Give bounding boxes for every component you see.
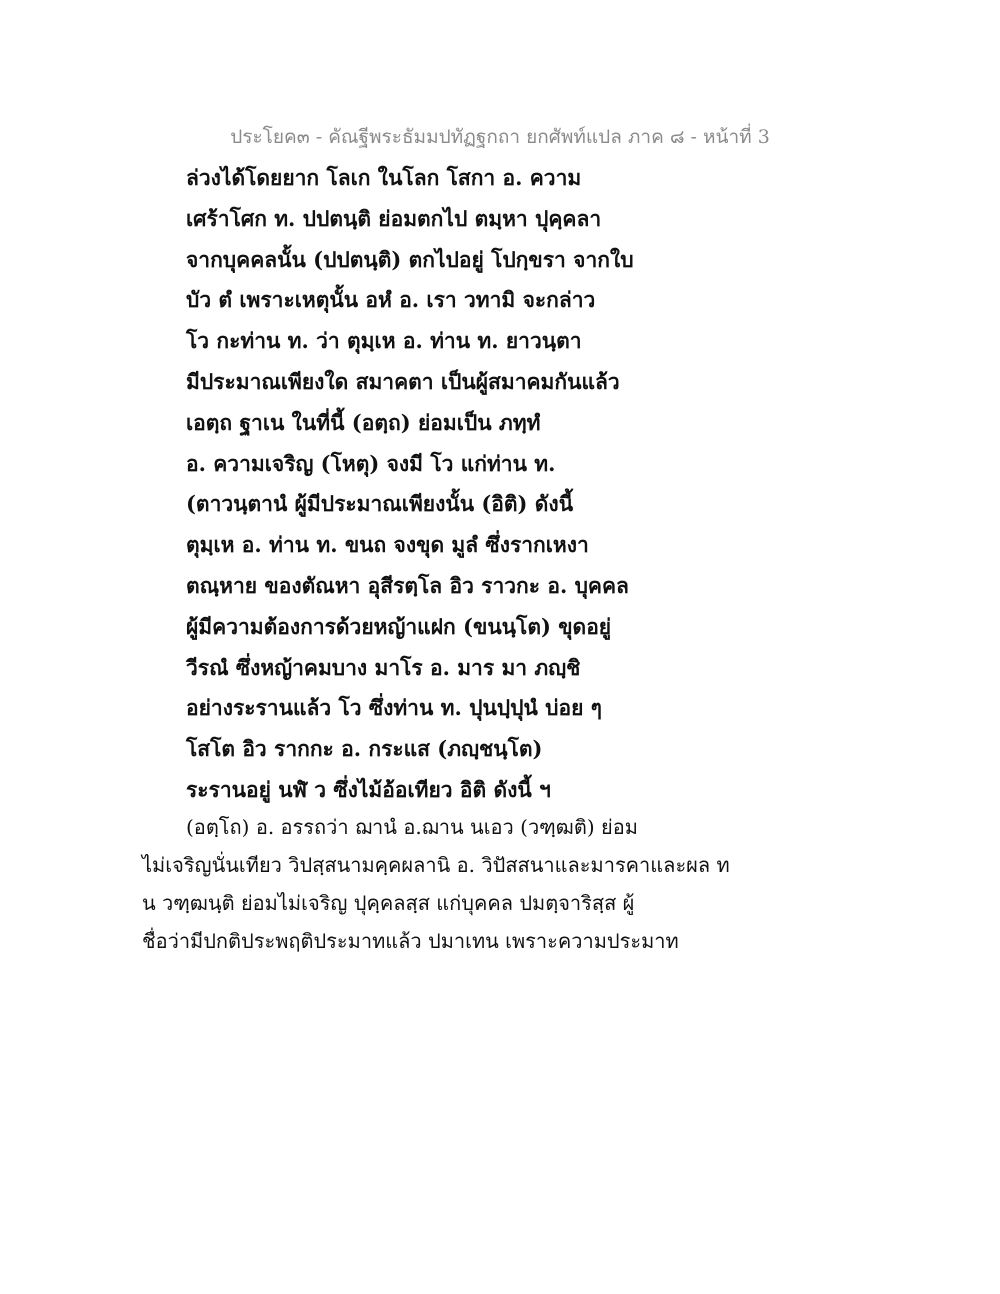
verse-line: เศร้าโศก ท. ปปตนฺติ ย่อมตกไป ตมฺหา ปุคฺคลา [186,205,602,231]
verse-line: (ตาวนฺตานํ ผู้มีประมาณเพียงนั้น (อิติ) ดังนี้ [186,491,574,517]
verse-line: ระรานอยู่ นฬํ ว ซึ่งไม้อ้อเทียว อิติ ดังนี้ ฯ [186,776,551,802]
verse-line: โว กะท่าน ท. ว่า ตุมฺเห อ. ท่าน ท. ยาวนฺตา [186,328,582,354]
commentary-block [142,808,742,960]
verse-line: จากบุคคลนั้น (ปปตนฺติ) ตกไปอยู่ โปกฺขรา จากใบ [186,246,634,272]
verse-line: โสโต อิว รากกะ อ. กระแส (ภญฺชนฺโต) [186,736,543,762]
running-header: ประโยค๓ - คัณฐีพระธัมมปทัฏฐกถา ยกศัพท์แปล ภาค ๘ - หน้าที่ 3 [230,126,770,148]
verse-line: อ. ความเจริญ (โหตุ) จงมี โว แก่ท่าน ท. [186,450,556,476]
verse-line: อย่างระรานแล้ว โว ซึ่งท่าน ท. ปุนปฺปุนํ บ่อย ๆ [186,695,602,721]
verse-line: วีรณํ ซึ่งหญ้าคมบาง มาโร อ. มาร มา ภญฺชิ [186,654,581,680]
verse-line: ตุมฺเห อ. ท่าน ท. ขนถ จงขุด มูลํ ซึ่งรากเหงา [186,532,589,558]
commentary-line: ไม่เจริญนั่นเทียว วิปสฺสนามคฺคผลานิ อ. วิปัสสนาและมารคาและผล ท [142,853,730,877]
verse-line: ตณฺหาย ของตัณหา อุสีรตฺโล อิว ราวกะ อ. บุคคล [186,572,629,598]
commentary-line: (อตฺโถ) อ. อรรถว่า ฌานํ อ.ฌาน นเอว (วฑฺฒติ) ย่อม [186,815,638,839]
verse-line: เอตฺถ ฐาเน ในที่นี้ (อตฺถ) ย่อมเป็น ภทฺทํ [186,409,541,435]
verse-line: ล่วงได้โดยยาก โลเก ในโลก โสกา อ. ความ [186,165,582,190]
commentary-line: น วฑฺฒนฺติ ย่อมไม่เจริญ ปุคฺคลสฺส แก่บุคคล ปมตฺจาริสฺส ผู้ [142,891,635,915]
commentary-line: ชื่อว่ามีปกติประพฤติประมาทแล้ว ปมาเทน เพราะความประมาท [142,929,679,953]
verse-block [186,158,746,811]
verse-line: ผู้มีความต้องการด้วยหญ้าแฝก (ขนนฺโต) ขุดอยู่ [186,613,612,639]
verse-line: มีประมาณเพียงใด สมาคตา เป็นผู้สมาคมกันแล้ว [186,368,620,394]
verse-line: บัว ตํ เพราะเหตุนั้น อหํ อ. เรา วทามิ จะกล่าว [186,287,596,313]
